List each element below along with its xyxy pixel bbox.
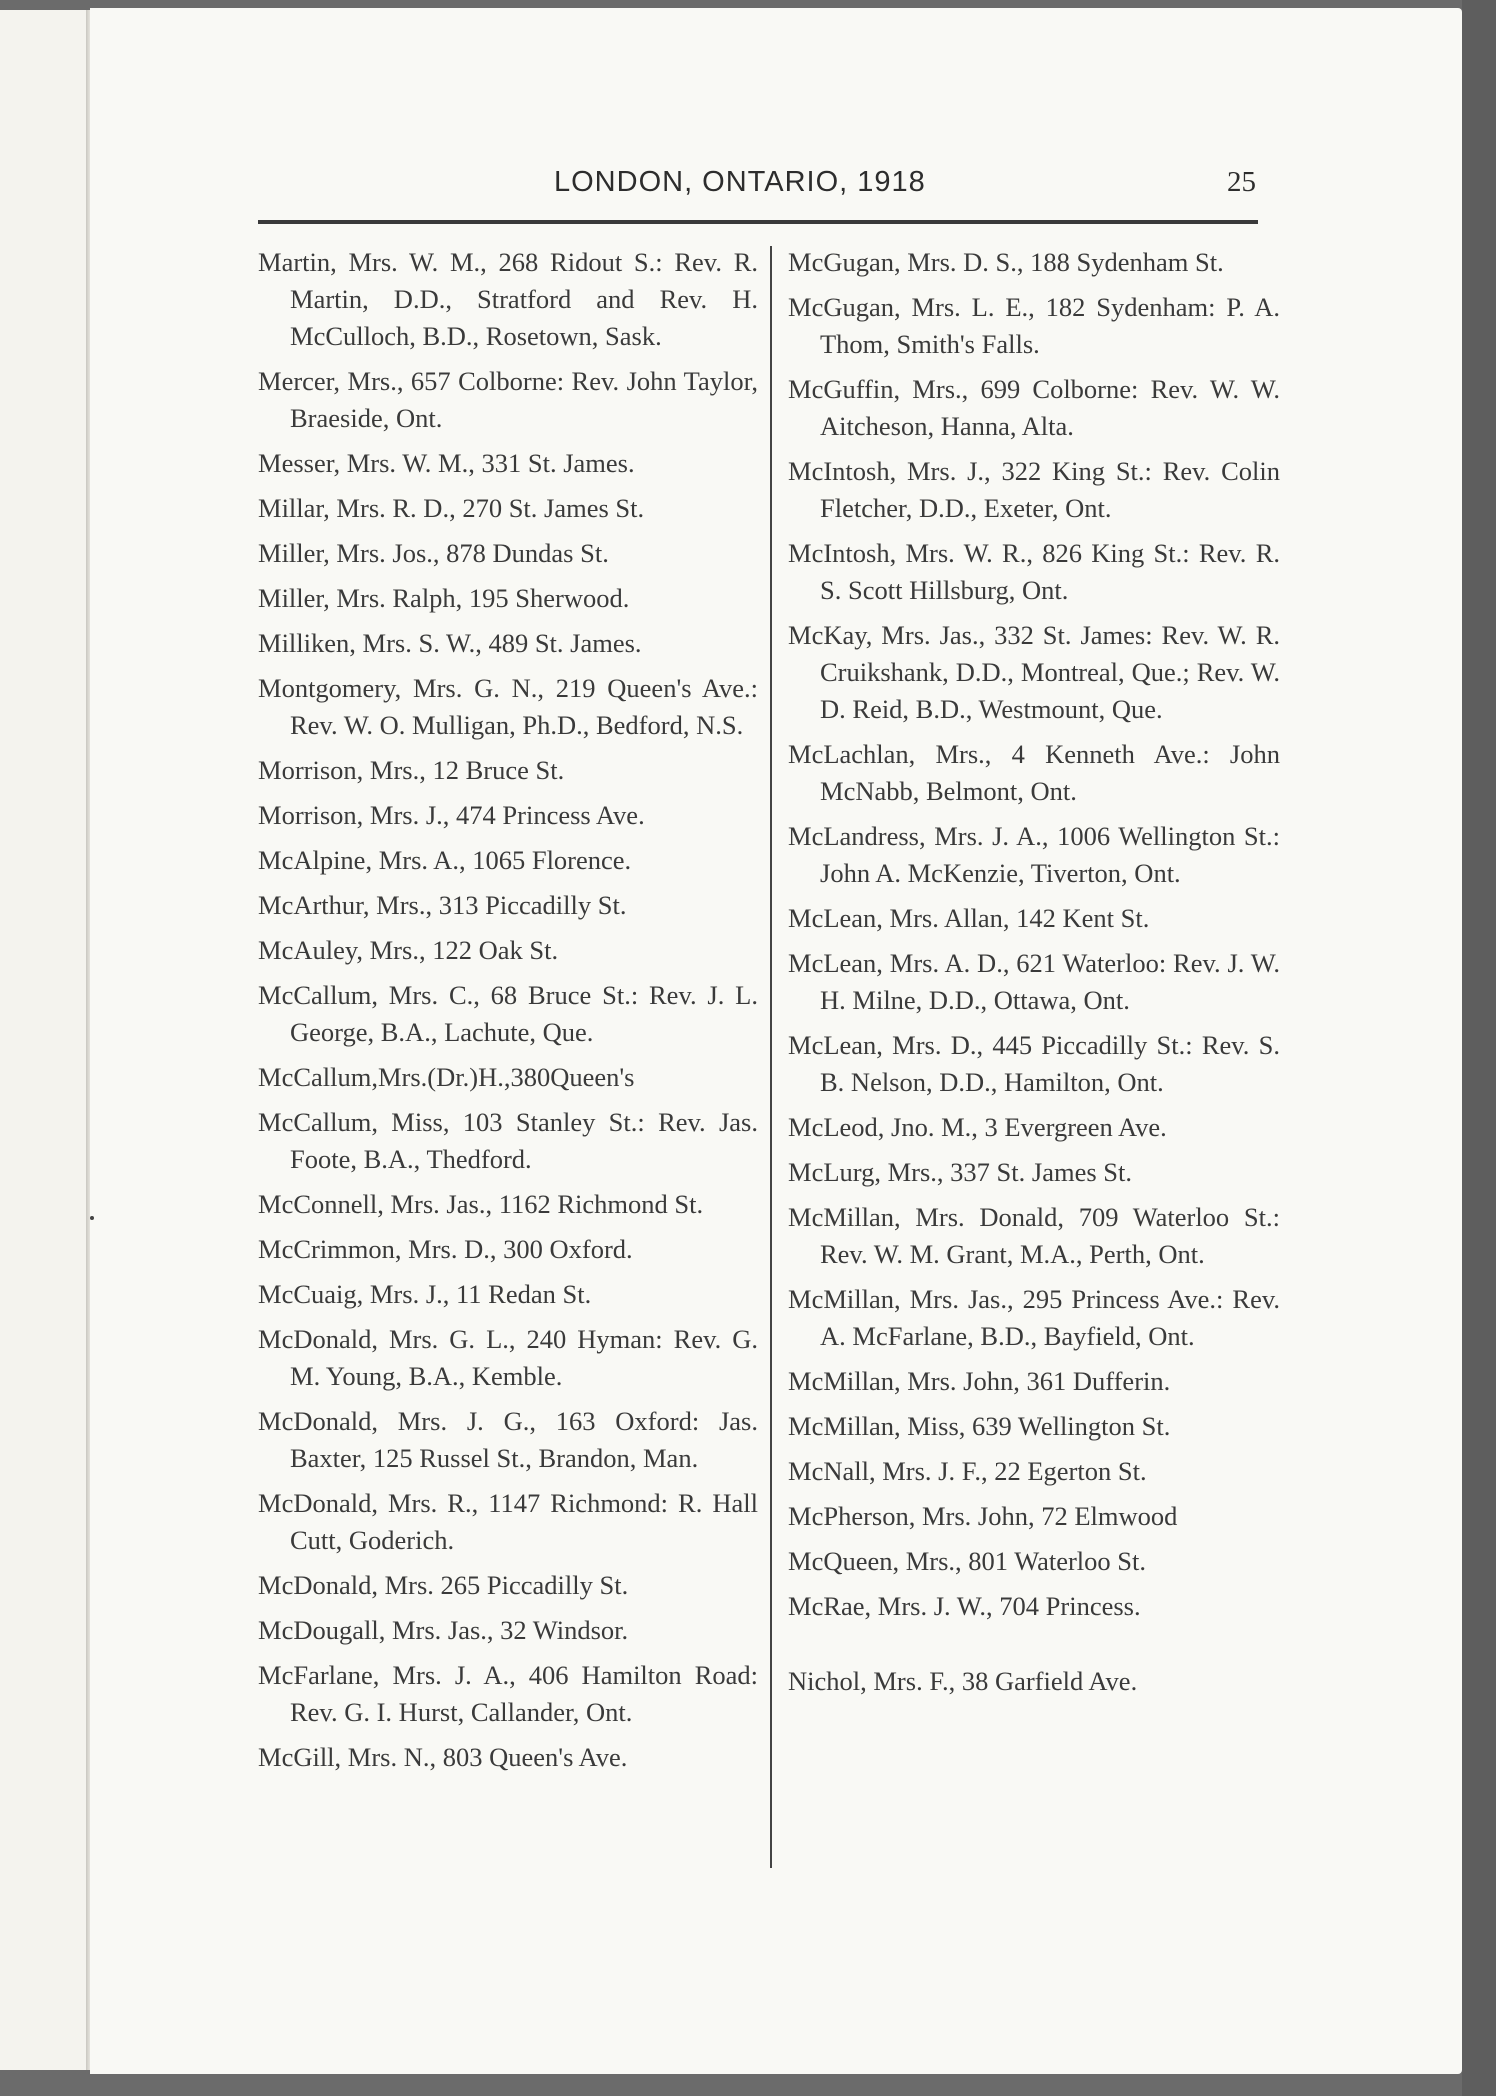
running-header bbox=[258, 166, 1260, 216]
directory-entry: McDonald, Mrs. R., 1147 Richmond: R. Hall Cutt, Goderich. bbox=[258, 1488, 758, 1555]
directory-entry: McMillan, Mrs. John, 361 Dufferin. bbox=[788, 1366, 1171, 1396]
directory-entry: McCallum,Mrs.(Dr.)H.,380Queen's bbox=[258, 1062, 635, 1092]
directory-entry: McIntosh, Mrs. W. R., 826 King St.: Rev. R. S. Scott Hillsburg, Ont. bbox=[788, 538, 1280, 605]
directory-entry: McKay, Mrs. Jas., 332 St. James: Rev. W. R. Cruikshank, D.D., Montreal, Que.; Rev. W. D. Reid, B.D., Westmount, Que. bbox=[788, 620, 1280, 724]
directory-entry: McLeod, Jno. M., 3 Evergreen Ave. bbox=[788, 1112, 1167, 1142]
directory-entry: McGugan, Mrs. D. S., 188 Sydenham St. bbox=[788, 247, 1224, 277]
directory-entry: McMillan, Mrs. Jas., 295 Princess Ave.: Rev. A. McFarlane, B.D., Bayfield, Ont. bbox=[788, 1284, 1280, 1351]
directory-entry: McMillan, Mrs. Donald, 709 Waterloo St.: Rev. W. M. Grant, M.A., Perth, Ont. bbox=[788, 1202, 1280, 1269]
directory-entry: McLurg, Mrs., 337 St. James St. bbox=[788, 1157, 1133, 1187]
directory-entry: McCallum, Miss, 103 Stanley St.: Rev. Jas. Foote, B.A., Thedford. bbox=[258, 1107, 758, 1174]
directory-entry: McMillan, Miss, 639 Wellington St. bbox=[788, 1411, 1171, 1441]
directory-entry: McNall, Mrs. J. F., 22 Egerton St. bbox=[788, 1456, 1147, 1486]
directory-entry: McFarlane, Mrs. J. A., 406 Hamilton Road: Rev. G. I. Hurst, Callander, Ont. bbox=[258, 1660, 758, 1727]
directory-entry: McDonald, Mrs. 265 Piccadilly St. bbox=[258, 1570, 629, 1600]
header-rule bbox=[258, 220, 1258, 224]
directory-entry: Morrison, Mrs., 12 Bruce St. bbox=[258, 755, 565, 785]
directory-entry: McAlpine, Mrs. A., 1065 Florence. bbox=[258, 845, 632, 875]
scan-border bbox=[1462, 0, 1496, 2096]
directory-entry: McDonald, Mrs. G. L., 240 Hyman: Rev. G. M. Young, B.A., Kemble. bbox=[258, 1324, 758, 1391]
directory-entry: McGugan, Mrs. L. E., 182 Sydenham: P. A. Thom, Smith's Falls. bbox=[788, 292, 1280, 359]
directory-entry: Miller, Mrs. Ralph, 195 Sherwood. bbox=[258, 583, 630, 613]
directory-entry: McDonald, Mrs. J. G., 163 Oxford: Jas. Baxter, 125 Russel St., Brandon, Man. bbox=[258, 1406, 758, 1473]
directory-entry: Nichol, Mrs. F., 38 Garfield Ave. bbox=[788, 1666, 1138, 1696]
directory-entry: Morrison, Mrs. J., 474 Princess Ave. bbox=[258, 800, 645, 830]
page-number: 25 bbox=[1227, 166, 1256, 198]
stray-ink-mark bbox=[90, 1216, 94, 1220]
directory-entry: Milliken, Mrs. S. W., 489 St. James. bbox=[258, 628, 642, 658]
directory-entry: McLean, Mrs. A. D., 621 Waterloo: Rev. J. W. H. Milne, D.D., Ottawa, Ont. bbox=[788, 948, 1280, 1015]
directory-entry: Millar, Mrs. R. D., 270 St. James St. bbox=[258, 493, 645, 523]
directory-entry: McAuley, Mrs., 122 Oak St. bbox=[258, 935, 559, 965]
directory-entry: Martin, Mrs. W. M., 268 Ridout S.: Rev. R. Martin, D.D., Stratford and Rev. H. McCulloch, B.D., Rosetown, Sask. bbox=[258, 247, 758, 351]
right-column bbox=[788, 244, 1280, 1708]
left-column bbox=[258, 244, 758, 1784]
directory-entry: McPherson, Mrs. John, 72 Elmwood bbox=[788, 1501, 1178, 1531]
left-page-edge bbox=[0, 10, 90, 2070]
directory-entry: McConnell, Mrs. Jas., 1162 Richmond St. bbox=[258, 1189, 704, 1219]
directory-entry: McCallum, Mrs. C., 68 Bruce St.: Rev. J. L. George, B.A., Lachute, Que. bbox=[258, 980, 758, 1047]
directory-entry: Mercer, Mrs., 657 Colborne: Rev. John Taylor, Braeside, Ont. bbox=[258, 366, 758, 433]
directory-entry: McRae, Mrs. J. W., 704 Princess. bbox=[788, 1591, 1141, 1621]
directory-entry: McIntosh, Mrs. J., 322 King St.: Rev. Colin Fletcher, D.D., Exeter, Ont. bbox=[788, 456, 1280, 523]
directory-entry: McArthur, Mrs., 313 Piccadilly St. bbox=[258, 890, 627, 920]
directory-entry: McDougall, Mrs. Jas., 32 Windsor. bbox=[258, 1615, 629, 1645]
directory-entry: McGill, Mrs. N., 803 Queen's Ave. bbox=[258, 1742, 628, 1772]
directory-entry: McCuaig, Mrs. J., 11 Redan St. bbox=[258, 1279, 592, 1309]
directory-entry: Messer, Mrs. W. M., 331 St. James. bbox=[258, 448, 635, 478]
directory-entry: Montgomery, Mrs. G. N., 219 Queen's Ave.: Rev. W. O. Mulligan, Ph.D., Bedford, N.S. bbox=[258, 673, 758, 740]
directory-entry: McCrimmon, Mrs. D., 300 Oxford. bbox=[258, 1234, 633, 1264]
directory-entry: McLean, Mrs. D., 445 Piccadilly St.: Rev. S. B. Nelson, D.D., Hamilton, Ont. bbox=[788, 1030, 1280, 1097]
directory-entry: McGuffin, Mrs., 699 Colborne: Rev. W. W. Aitcheson, Hanna, Alta. bbox=[788, 374, 1280, 441]
directory-entry: Miller, Mrs. Jos., 878 Dundas St. bbox=[258, 538, 609, 568]
header-title: LONDON, ONTARIO, 1918 bbox=[554, 166, 926, 198]
directory-entry: McQueen, Mrs., 801 Waterloo St. bbox=[788, 1546, 1147, 1576]
directory-entry: McLandress, Mrs. J. A., 1006 Wellington St.: John A. McKenzie, Tiverton, Ont. bbox=[788, 821, 1280, 888]
directory-entry: McLean, Mrs. Allan, 142 Kent St. bbox=[788, 903, 1150, 933]
directory-entry: McLachlan, Mrs., 4 Kenneth Ave.: John McNabb, Belmont, Ont. bbox=[788, 739, 1280, 806]
column-divider bbox=[770, 246, 772, 1868]
